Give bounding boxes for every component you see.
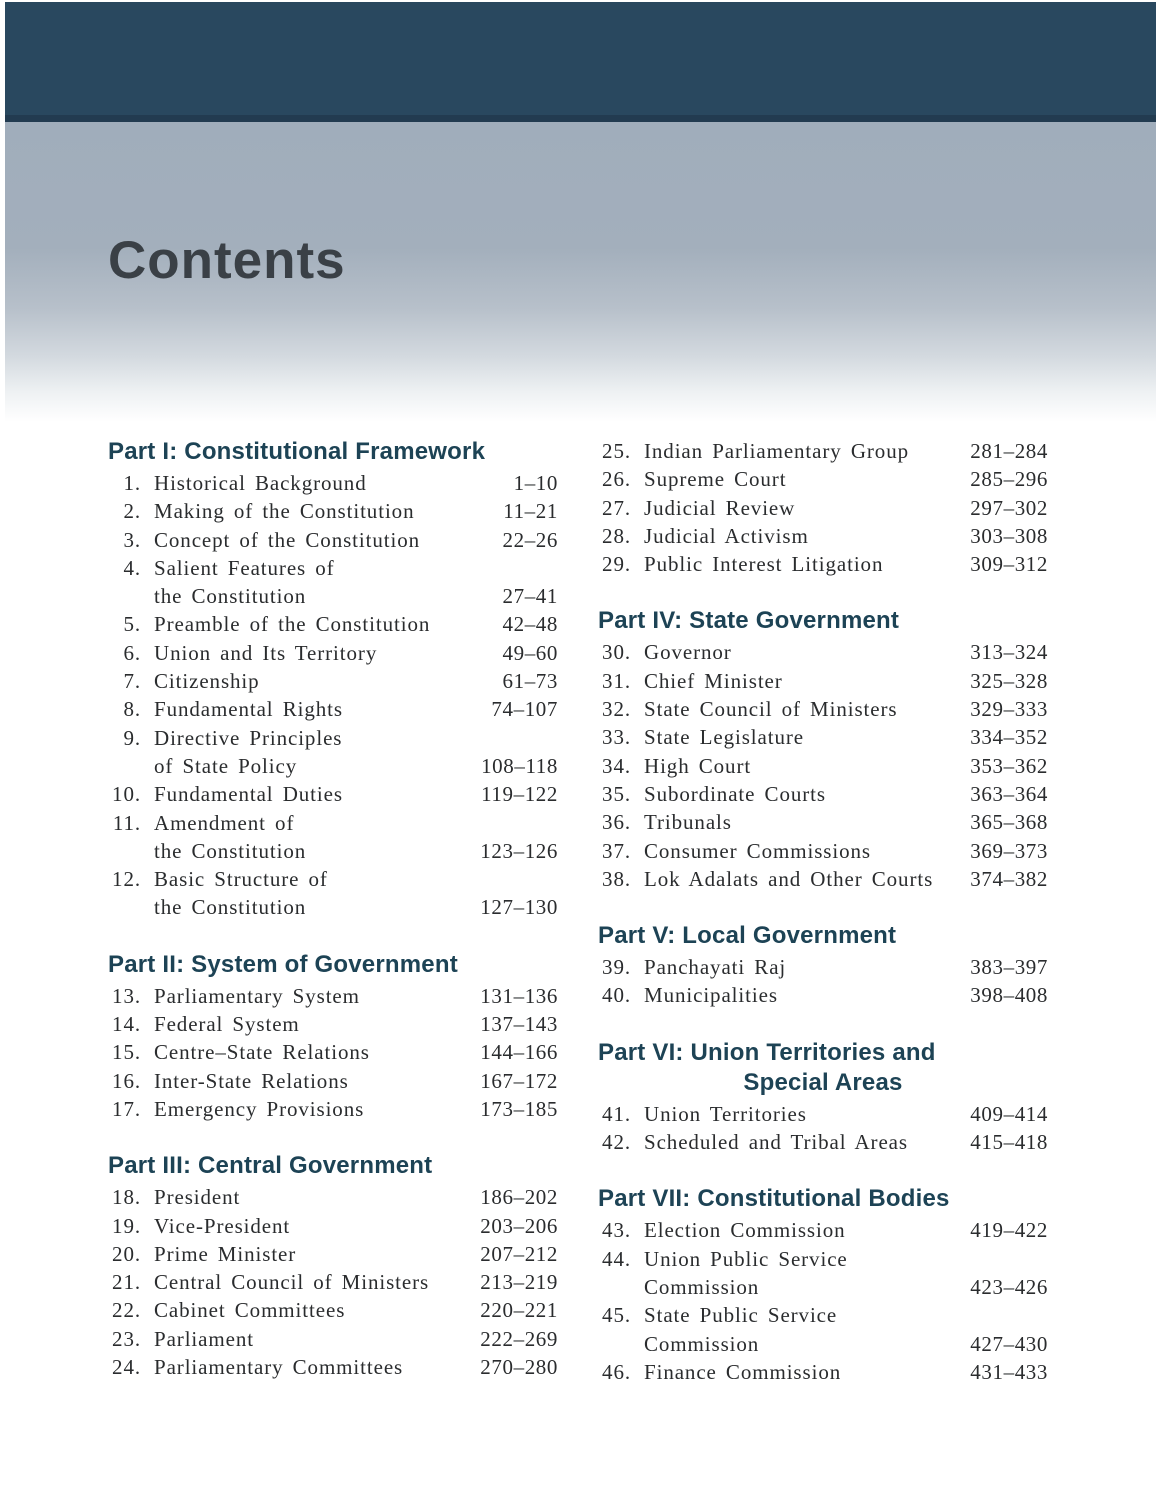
page-range: 222–269 (480, 1326, 558, 1351)
toc-entry-line (598, 1301, 1048, 1329)
chapter-title: Union Public Service (644, 1246, 848, 1271)
toc-entry-line (108, 780, 558, 808)
chapter-number: 23. (112, 1326, 141, 1351)
toc-entry-line (598, 981, 1048, 1009)
chapter-title: Commission (644, 1331, 760, 1356)
chapter-title: Prime Minister (154, 1241, 297, 1266)
toc-entry-line (108, 526, 558, 554)
page-range: 334–352 (970, 725, 1048, 750)
chapter-number: 15. (112, 1040, 141, 1065)
page-range: 22–26 (502, 527, 558, 552)
toc-entry-line (108, 1183, 558, 1211)
toc-entry-line (108, 1268, 558, 1296)
chapter-number: 30. (602, 640, 631, 665)
chapter-title: Central Council of Ministers (154, 1270, 430, 1295)
part-heading: Part VII: Constitutional Bodies (598, 1185, 950, 1213)
page-range: 119–122 (481, 782, 558, 807)
page-range: 353–362 (970, 753, 1048, 778)
header-band (5, 2, 1156, 122)
toc-entry-line (108, 610, 558, 638)
toc-entry-line (598, 752, 1048, 780)
toc-section (108, 1151, 558, 1381)
toc-entry-line (108, 809, 558, 837)
chapter-number: 11. (112, 810, 141, 835)
page-range: 186–202 (480, 1185, 558, 1210)
chapter-title: Governor (644, 640, 732, 665)
chapter-title: Salient Features of (154, 555, 335, 580)
toc-section (108, 950, 558, 1123)
page-range: 127–130 (480, 895, 558, 920)
chapter-number: 40. (602, 983, 631, 1008)
toc-entry-line (108, 1095, 558, 1123)
toc-entry-line (598, 695, 1048, 723)
part-heading: Part I: Constitutional Framework (108, 438, 486, 465)
chapter-number: 27. (602, 495, 631, 520)
page-range: 167–172 (480, 1068, 558, 1093)
chapter-title: Tribunals (644, 810, 732, 835)
page-range: 383–397 (970, 955, 1048, 980)
toc-column-left (108, 437, 558, 1386)
chapter-title: the Constitution (154, 895, 307, 920)
chapter-number: 13. (112, 983, 141, 1008)
chapter-title: Union and Its Territory (154, 640, 378, 665)
toc-entry-line (108, 1010, 558, 1038)
toc-entry-line (598, 638, 1048, 666)
page-range: 281–284 (970, 439, 1048, 463)
page-range: 173–185 (480, 1096, 558, 1121)
toc-entry-line (108, 865, 558, 893)
part-heading: Part III: Central Government (108, 1152, 433, 1180)
toc-entry-line (598, 522, 1048, 550)
page-range: 131–136 (480, 983, 558, 1008)
chapter-number: 3. (123, 527, 141, 552)
page-range: 363–364 (970, 781, 1048, 806)
page-range: 74–107 (491, 697, 558, 722)
chapter-title: Lok Adalats and Other Courts (644, 866, 934, 891)
chapter-title: Emergency Provisions (154, 1096, 365, 1121)
contents-page (0, 2, 1156, 1502)
chapter-number: 39. (602, 955, 631, 980)
toc-section (108, 437, 558, 922)
chapter-number: 34. (602, 753, 631, 778)
chapter-number: 24. (112, 1355, 141, 1380)
toc-entry-line (598, 550, 1048, 578)
table-of-contents (108, 437, 1156, 1386)
toc-entry-line (598, 723, 1048, 751)
toc-entry-line (598, 1100, 1048, 1128)
chapter-title: Inter-State Relations (154, 1068, 349, 1093)
chapter-title: High Court (644, 753, 752, 778)
chapter-title: Federal System (154, 1012, 300, 1037)
toc-column-right (598, 437, 1048, 1386)
chapter-number: 1. (123, 471, 141, 495)
chapter-title: Historical Background (154, 471, 367, 495)
chapter-number: 12. (112, 867, 141, 892)
page-range: 213–219 (480, 1270, 558, 1295)
chapter-title: President (154, 1185, 241, 1210)
chapter-title: State Public Service (644, 1303, 838, 1328)
chapter-title: Preamble of the Constitution (154, 612, 431, 637)
toc-entry-line (598, 1128, 1048, 1156)
page-range: 398–408 (970, 983, 1048, 1008)
page-range: 203–206 (480, 1213, 558, 1238)
chapter-number: 25. (602, 439, 631, 463)
chapter-number: 41. (602, 1101, 631, 1126)
page-range: 303–308 (970, 523, 1048, 548)
toc-entry-line (108, 982, 558, 1010)
chapter-number: 32. (602, 697, 631, 722)
chapter-title: Finance Commission (644, 1359, 842, 1384)
chapter-number: 43. (602, 1218, 631, 1243)
chapter-title: Cabinet Committees (154, 1298, 346, 1323)
toc-entry-line (598, 865, 1048, 893)
page-range: 207–212 (480, 1241, 558, 1266)
toc-entry-line (108, 1067, 558, 1095)
chapter-number: 22. (112, 1298, 141, 1323)
chapter-number: 42. (602, 1130, 631, 1155)
chapter-title: Amendment of (154, 810, 295, 835)
page-range: 61–73 (502, 669, 558, 694)
chapter-number: 45. (602, 1303, 631, 1328)
toc-entry-line (108, 752, 558, 780)
page-range: 369–373 (970, 838, 1048, 863)
toc-entry-line (598, 1216, 1048, 1244)
page-range: 419–422 (970, 1218, 1048, 1243)
page-range: 427–430 (970, 1331, 1048, 1356)
chapter-number: 36. (602, 810, 631, 835)
chapter-number: 20. (112, 1241, 141, 1266)
page-range: 137–143 (480, 1012, 558, 1037)
chapter-title: Judicial Review (644, 495, 796, 520)
page-range: 329–333 (970, 697, 1048, 722)
chapter-number: 33. (602, 725, 631, 750)
toc-section (598, 921, 1048, 1010)
toc-entry-line (108, 1038, 558, 1066)
toc-entry-line (108, 1212, 558, 1240)
page-range: 309–312 (970, 552, 1048, 577)
chapter-title: Directive Principles (154, 725, 343, 750)
toc-entry-line (108, 1296, 558, 1324)
page-range: 374–382 (970, 866, 1048, 891)
toc-section (598, 437, 1048, 578)
page-range: 144–166 (480, 1040, 558, 1065)
page-range: 409–414 (970, 1101, 1048, 1126)
chapter-title: Union Territories (644, 1101, 807, 1126)
chapter-number: 35. (602, 781, 631, 806)
page-range: 431–433 (970, 1359, 1048, 1384)
chapter-title: Concept of the Constitution (154, 527, 421, 552)
page-range: 365–368 (970, 810, 1048, 835)
toc-section (598, 1184, 1048, 1386)
chapter-number: 2. (123, 499, 141, 524)
title-gradient-band (5, 122, 1156, 422)
part-heading: Part V: Local Government (598, 922, 897, 950)
page-range: 27–41 (502, 584, 558, 609)
toc-entry-line (598, 808, 1048, 836)
toc-entry-line (108, 724, 558, 752)
toc-entry-line (108, 667, 558, 695)
chapter-number: 4. (123, 555, 141, 580)
chapter-number: 46. (602, 1359, 631, 1384)
chapter-title: Public Interest Litigation (644, 552, 884, 577)
chapter-number: 17. (112, 1096, 141, 1121)
chapter-title: State Council of Ministers (644, 697, 898, 722)
chapter-number: 38. (602, 866, 631, 891)
toc-entry-line (108, 893, 558, 921)
chapter-title: of State Policy (154, 753, 298, 778)
toc-entry-line (598, 1273, 1048, 1301)
part-heading-line2: Special Areas (743, 1068, 903, 1096)
chapter-title: Consumer Commissions (644, 838, 871, 863)
toc-entry-line (598, 953, 1048, 981)
toc-entry-line (108, 497, 558, 525)
chapter-title: Fundamental Duties (154, 782, 343, 807)
page-range: 108–118 (481, 753, 558, 778)
part-heading: Part IV: State Government (598, 607, 900, 635)
toc-entry-line (598, 494, 1048, 522)
chapter-number: 44. (602, 1246, 631, 1271)
chapter-title: Parliamentary System (154, 983, 360, 1008)
chapter-title: Centre–State Relations (154, 1040, 370, 1065)
chapter-number: 9. (123, 725, 141, 750)
chapter-number: 5. (123, 612, 141, 637)
chapter-title: Citizenship (154, 669, 260, 694)
chapter-title: Supreme Court (644, 467, 787, 492)
page-range: 313–324 (970, 640, 1048, 665)
toc-entry-line (598, 1358, 1048, 1386)
chapter-title: Judicial Activism (644, 523, 809, 548)
chapter-number: 29. (602, 552, 631, 577)
toc-entry-line (598, 667, 1048, 695)
chapter-title: State Legislature (644, 725, 804, 750)
page-range: 220–221 (480, 1298, 558, 1323)
chapter-number: 19. (112, 1213, 141, 1238)
chapter-number: 8. (123, 697, 141, 722)
part-heading: Part VI: Union Territories and (598, 1038, 936, 1066)
page-range: 285–296 (970, 467, 1048, 492)
toc-entry-line (598, 837, 1048, 865)
chapter-title: Municipalities (644, 983, 778, 1008)
toc-entry-line (598, 1245, 1048, 1273)
chapter-title: Vice-President (154, 1213, 291, 1238)
part-heading: Part II: System of Government (108, 950, 458, 978)
page-range: 1–10 (513, 471, 558, 495)
chapter-title: Election Commission (644, 1218, 846, 1243)
page-title: Contents (108, 231, 346, 290)
chapter-number: 21. (112, 1270, 141, 1295)
toc-entry-line (108, 1353, 558, 1381)
toc-section (598, 1038, 1048, 1157)
page-range: 270–280 (480, 1355, 558, 1380)
toc-entry-line (108, 1240, 558, 1268)
chapter-number: 6. (123, 640, 141, 665)
chapter-title: the Constitution (154, 838, 307, 863)
chapter-title: Panchayati Raj (644, 955, 787, 980)
toc-entry-line (108, 1325, 558, 1353)
chapter-title: Parliamentary Committees (154, 1355, 404, 1380)
toc-entry-line (598, 437, 1048, 465)
toc-entry-line (108, 639, 558, 667)
chapter-title: Chief Minister (644, 668, 783, 693)
chapter-title: Commission (644, 1274, 760, 1299)
chapter-title: Scheduled and Tribal Areas (644, 1130, 908, 1155)
page-range: 42–48 (502, 612, 558, 637)
chapter-number: 31. (602, 668, 631, 693)
chapter-title: the Constitution (154, 584, 307, 609)
toc-entry-line (108, 837, 558, 865)
chapter-title: Subordinate Courts (644, 781, 826, 806)
chapter-number: 26. (602, 467, 631, 492)
chapter-number: 18. (112, 1185, 141, 1210)
chapter-title: Indian Parliamentary Group (644, 439, 909, 463)
page-range: 123–126 (480, 838, 558, 863)
chapter-number: 28. (602, 523, 631, 548)
toc-entry-line (598, 1330, 1048, 1358)
page-range: 423–426 (970, 1274, 1048, 1299)
chapter-number: 14. (112, 1012, 141, 1037)
page-range: 297–302 (970, 495, 1048, 520)
toc-entry-line (108, 695, 558, 723)
toc-entry-line (598, 780, 1048, 808)
chapter-number: 7. (123, 669, 141, 694)
chapter-title: Parliament (154, 1326, 254, 1351)
page-range: 325–328 (970, 668, 1048, 693)
toc-entry-line (108, 469, 558, 497)
chapter-number: 10. (112, 782, 141, 807)
toc-entry-line (598, 465, 1048, 493)
page-range: 49–60 (502, 640, 558, 665)
toc-entry-line (108, 554, 558, 582)
chapter-title: Basic Structure of (154, 867, 328, 892)
chapter-number: 37. (602, 838, 631, 863)
toc-entry-line (108, 582, 558, 610)
page-range: 11–21 (503, 499, 558, 524)
chapter-title: Fundamental Rights (154, 697, 343, 722)
chapter-number: 16. (112, 1068, 141, 1093)
chapter-title: Making of the Constitution (154, 499, 415, 524)
toc-section (598, 606, 1048, 893)
page-range: 415–418 (970, 1130, 1048, 1155)
